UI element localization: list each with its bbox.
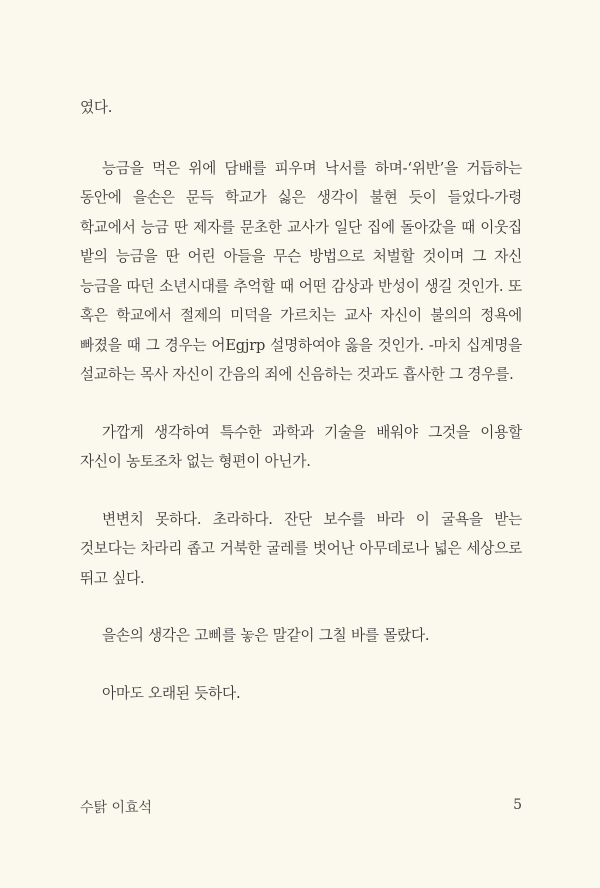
paragraph: 아마도 오래된 듯하다.: [102, 684, 241, 702]
paragraph: 변변치 못하다. 초라하다. 잔단 보수를 바라 이 굴욕을 받는 것보다는 차라리 좁고 거북한 굴레를 벗어난 아무데로나 넓은 세상으로 뛰고 싶다.: [80, 510, 522, 587]
paragraph: 을손의 생각은 고삐를 놓은 말같이 그칠 바를 몰랐다.: [102, 627, 430, 644]
page-number: 5: [513, 797, 522, 813]
paragraph-continuation: 였다.: [80, 99, 113, 116]
footer-book-title: 수탉 이효석: [80, 800, 153, 816]
page-footer: [80, 797, 522, 821]
page-body: [80, 93, 522, 736]
paragraph: 가깝게 생각하여 특수한 과학과 기술을 배워야 그것을 이용할 자신이 농토조차 없는 형편이 아닌가.: [80, 423, 522, 470]
paragraph: 능금을 먹은 위에 담배를 피우며 낙서를 하며-‘위반’을 거듭하는 동안에 을손은 문득 학교가 싫은 생각이 불현 듯이 들었다-가령 학교에서 능금 딴 제자를 문초한 교사가 일단 집에 돌아갔을 때 이웃집 밭의 능금을 딴 어린 아들을 무슨 방법으로 처벌할 것이며 그 자신 능금을 따던 소년시대를 추억할 때 어떤 감상과 반성이 생길 것인가. 또 혹은 학교에서 절제의 미덕을 가르치는 교사 자신이 불의의 정욕에 빠졌을 때 그 경우는 어Egjrp 설명하여야 옳을 것인가. -마치 십계명을 설교하는 목사 자신이 간음의 죄에 신음하는 것과도 흡사한 그 경우를.: [80, 159, 522, 383]
